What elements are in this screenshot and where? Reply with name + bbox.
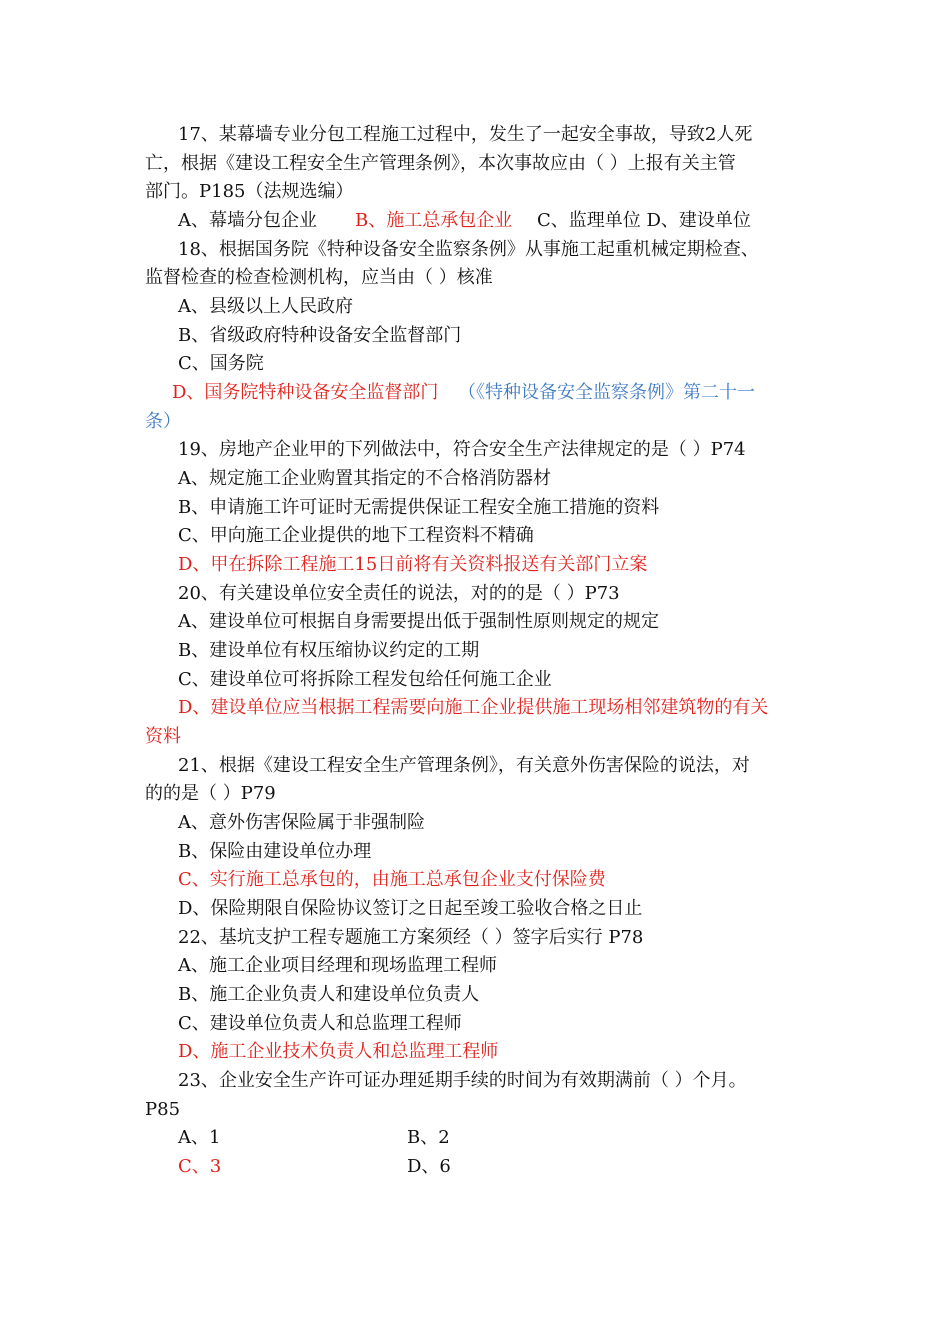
q18-option-b: B、省级政府特种设备安全监督部门 (178, 325, 462, 346)
q20-option-c: C、建设单位可将拆除工程发包给任何施工企业 (178, 669, 552, 690)
q23-option-b: B、2 (407, 1127, 450, 1148)
q20-line1: 20、有关建设单位安全责任的说法，对的的是（ ）P73 (178, 583, 620, 604)
q22-option-b: B、施工企业负责人和建设单位负责人 (178, 984, 480, 1005)
q17-option-b-answer: B、施工总承包企业 (355, 210, 513, 231)
q17-option-cd: C、监理单位 D、建设单位 (537, 210, 751, 231)
q23-option-d: D、6 (407, 1156, 451, 1177)
q19-option-d-answer: D、甲在拆除工程施工15日前将有关资料报送有关部门立案 (178, 554, 648, 575)
q23-option-a: A、1 (178, 1127, 221, 1148)
q21-line2: 的的是（ ）P79 (145, 783, 276, 804)
q17-line3: 部门。P185（法规选编） (145, 181, 354, 202)
q18-line1: 18、根据国务院《特种设备安全监察条例》从事施工起重机械定期检查、 (178, 239, 759, 260)
q22-option-d-answer: D、施工企业技术负责人和总监理工程师 (178, 1041, 499, 1062)
q20-option-d-answer-line2: 资料 (145, 726, 181, 747)
q18-option-c: C、国务院 (178, 353, 264, 374)
q22-option-a: A、施工企业项目经理和现场监理工程师 (178, 955, 497, 976)
q18-reference-line1: （《特种设备安全监察条例》第二十一 (458, 382, 755, 403)
q20-option-d-answer-line1: D、建设单位应当根据工程需要向施工企业提供施工现场相邻建筑物的有关 (178, 697, 769, 718)
q19-option-a: A、规定施工企业购置其指定的不合格消防器材 (178, 468, 551, 489)
q18-line2: 监督检查的检查检测机构，应当由（ ）核准 (145, 267, 493, 288)
q23-line1: 23、企业安全生产许可证办理延期手续的时间为有效期满前（ ）个月。 (178, 1070, 747, 1091)
q21-option-d: D、保险期限自保险协议签订之日起至竣工验收合格之日止 (178, 898, 643, 919)
q17-line2: 亡，根据《建设工程安全生产管理条例》，本次事故应由（ ）上报有关主管 (145, 153, 736, 174)
q20-option-a: A、建设单位可根据自身需要提出低于强制性原则规定的规定 (178, 611, 659, 632)
q22-option-c: C、建设单位负责人和总监理工程师 (178, 1013, 462, 1034)
q18-option-a: A、县级以上人民政府 (178, 296, 353, 317)
q17-option-a: A、幕墙分包企业 (178, 210, 317, 231)
q19-option-b: B、申请施工许可证时无需提供保证工程安全施工措施的资料 (178, 497, 660, 518)
q23-option-c-answer: C、3 (178, 1156, 222, 1177)
q18-option-d-answer: D、国务院特种设备安全监督部门 (172, 382, 439, 403)
q22-line1: 22、基坑支护工程专题施工方案须经（ ）签字后实行 P78 (178, 927, 644, 948)
q23-line2: P85 (145, 1099, 181, 1120)
q17-line1: 17、某幕墙专业分包工程施工过程中，发生了一起安全事故，导致2人死 (178, 124, 753, 145)
q21-option-a: A、意外伤害保险属于非强制险 (178, 812, 425, 833)
q21-option-c-answer: C、实行施工总承包的，由施工总承包企业支付保险费 (178, 869, 606, 890)
q20-option-b: B、建设单位有权压缩协议约定的工期 (178, 640, 480, 661)
q19-option-c: C、甲向施工企业提供的地下工程资料不精确 (178, 525, 534, 546)
q21-option-b: B、保险由建设单位办理 (178, 841, 372, 862)
q18-reference-line2: 条） (145, 411, 181, 432)
q19-line1: 19、房地产企业甲的下列做法中，符合安全生产法律规定的是（ ）P74 (178, 439, 746, 460)
q21-line1: 21、根据《建设工程安全生产管理条例》，有关意外伤害保险的说法，对 (178, 755, 750, 776)
